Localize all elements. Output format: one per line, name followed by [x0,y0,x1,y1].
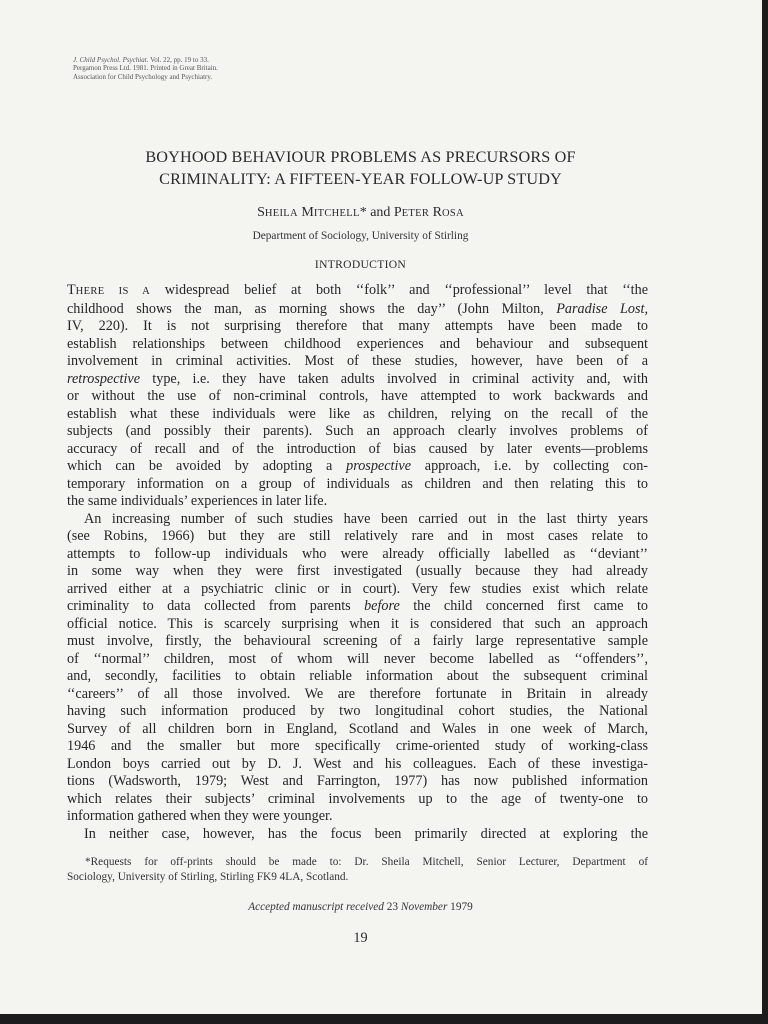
text-line: (see Robins, 1966) but they are still relatively rare and in most cases relate to [67,528,648,544]
text-line: attempts to follow-up individuals who were already officially labelled as ‘‘deviant’’ [67,545,648,562]
body-text [67,282,648,843]
citation-line-1 [73,56,218,64]
text-line: An increasing number of such studies have been carried out in the last thirty years [84,510,648,527]
text-line: THERE IS A widespread belief at both ‘‘folk’’ and ‘‘professional’’ level that ‘‘the [67,282,649,298]
text-line: or without the use of non-criminal controls, have attempted to work backwards and [67,388,648,404]
text-line: criminality to data collected from parents before the child concerned first came to [67,598,649,614]
text-line: ‘‘careers’’ of all those involved. We are therefore fortunate in Britain in already [67,685,648,702]
author-line: SHEILA MITCHELL* and PETER ROSA [257,205,464,220]
paper-title [60,146,661,190]
text-line: retrospective type, i.e. they have taken adults involved in criminal activity and, with [67,370,649,387]
section-heading: INTRODUCTION [314,258,407,271]
text-line: involvement in criminal activities. Most of these studies, however, have been of a [67,353,648,369]
text-line: which relates their subjects’ criminal involvements up to the age of twenty-one to [67,790,648,807]
footnote [67,855,648,885]
affiliation: Department of Sociology, University of Stirling [252,230,469,242]
text-line: information gathered when they were younger. [67,808,333,824]
text-line: establish relationships between childhood experiences and behaviour and subsequent [67,335,648,352]
journal-citation [73,56,218,81]
citation-line-3: Association for Child Psychology and Psychiatry. [73,72,213,81]
text-line: childhood shows the man, as morning shows the day’’ (John Milton, Paradise Lost, [67,300,648,317]
text-line: the same individuals’ experiences in later life. [67,493,328,509]
text-line: London boys carried out by D. J. West and his colleagues. Each of these investiga- [67,755,648,772]
text-line: official notice. This is scarcely surprising when it is considered that such an approach [67,615,648,632]
text-line: must involve, firstly, the behavioural screening of a fairly large representative sample [67,633,648,649]
text-line: subjects (and possibly their parents). Such an approach clearly involves problems of [67,423,648,439]
text-line: arrived either at a psychiatric clinic or in court). Very few studies exist which relate [67,580,648,597]
manuscript-received-note: Accepted manuscript received 23 November 1979 [248,901,473,913]
paragraph-2 [67,511,648,826]
text-line: and, secondly, facilities to obtain reliable information about the subsequent criminal [67,668,648,684]
text-line: which can be avoided by adopting a prospective approach, i.e. by collecting con- [67,458,649,474]
title-line-1: BOYHOOD BEHAVIOUR PROBLEMS AS PRECURSORS OF [145,148,576,166]
text-line: accuracy of recall and of the introduction of bias caused by later events—problems [67,440,648,457]
text-line: Survey of all children born in England, Scotland and Wales in one week of March, [67,720,648,737]
title-line-2: CRIMINALITY: A FIFTEEN-YEAR FOLLOW-UP STUDY [159,170,562,188]
volume-pages: Vol. 22, pp. 19 to 33. [150,56,209,64]
text-line: having such information produced by two longitudinal cohort studies, the National [67,703,648,719]
paragraph-3 [67,826,648,844]
page-number: 19 [353,930,368,946]
journal-name: J. Child Psychol. Psychiat. [73,56,149,64]
text-line: establish what these individuals were like as children, relying on the recall of the [67,405,648,422]
text-line: in some way when they were first investigated (usually because they had already [67,563,648,579]
text-line: IV, 220). It is not surprising therefore that many attempts have been made to [67,318,648,334]
citation-line-2: Pergamon Press Ltd. 1981. Printed in Great Britain. [73,64,218,73]
text-line: temporary information on a group of individuals as children and then relating this to [67,475,648,492]
footnote-line: *Requests for off-prints should be made to: Dr. Sheila Mitchell, Senior Lecturer, Department of [85,856,648,868]
footnote-marker: * [359,205,367,220]
paragraph-1 [67,282,648,511]
text-line: In neither case, however, has the focus been primarily directed at exploring the [84,825,648,842]
footnote-line: Sociology, University of Stirling, Stirling FK9 4LA, Scotland. [67,870,349,883]
text-line: of ‘‘normal’’ children, most of whom will never become labelled as ‘‘offenders’’, [67,650,648,667]
text-line: tions (Wadsworth, 1979; West and Farrington, 1977) has now published information [67,773,648,789]
text-line: 1946 and the smaller but more specifically crime-oriented study of working-class [67,738,648,754]
